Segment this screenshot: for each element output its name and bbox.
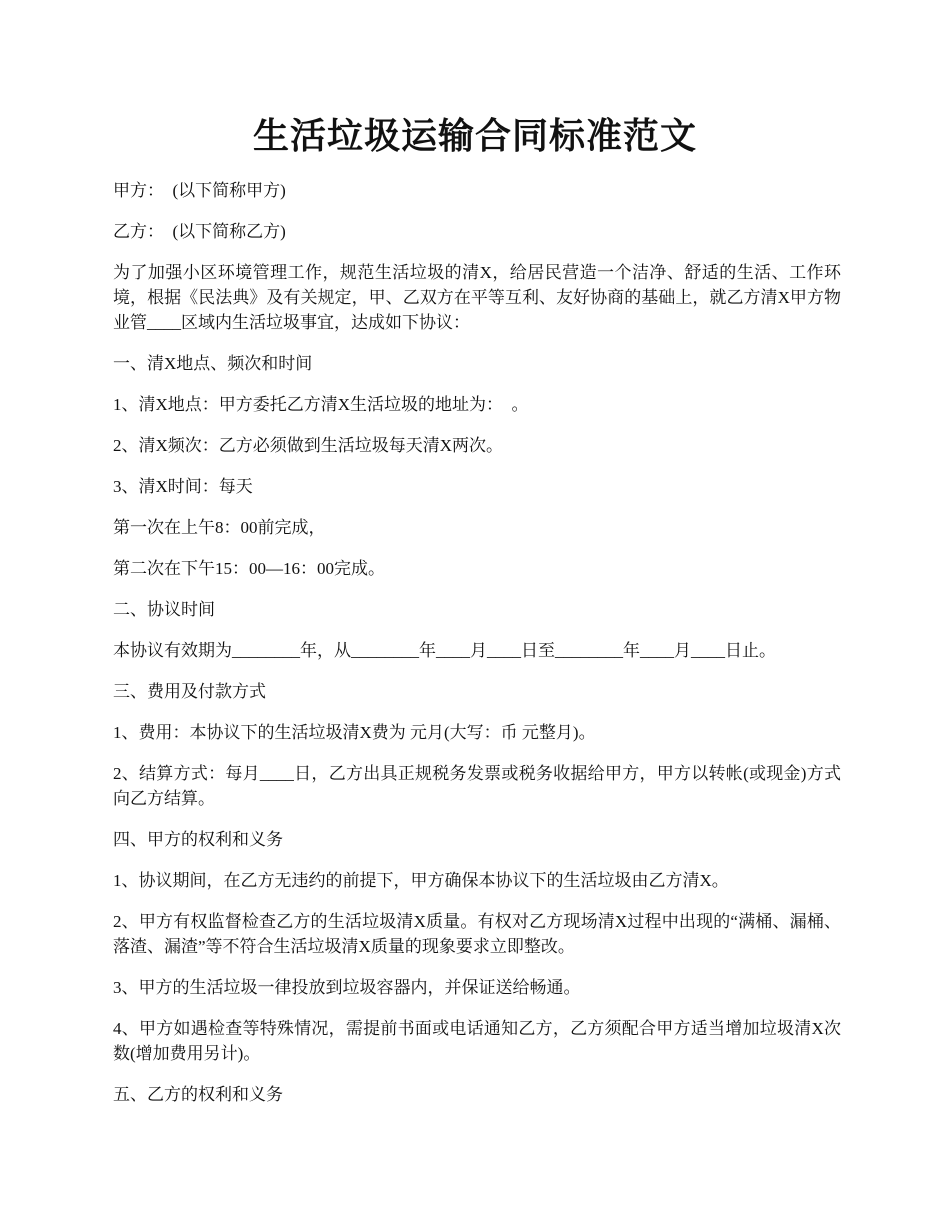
party-a-line: 甲方： (以下简称甲方) <box>113 181 286 200</box>
clause-location: 1、清X地点：甲方委托乙方清X生活垃圾的地址为： 。 <box>113 395 529 414</box>
clause-time: 3、清X时间：每天 <box>113 477 253 496</box>
clause-validity-period: 本协议有效期为________年，从________年____月____日至________年____月____日止。 <box>113 641 776 660</box>
clause-first-time: 第一次在上午8：00前完成， <box>113 518 326 537</box>
section-heading-1: 一、清X地点、频次和时间 <box>113 354 313 373</box>
section-heading-4: 四、甲方的权利和义务 <box>113 830 283 849</box>
document-body <box>113 178 841 1123</box>
section-heading-2: 二、协议时间 <box>113 600 215 619</box>
clause-second-time: 第二次在下午15：00—16：00完成。 <box>113 559 385 578</box>
party-a-clause-2: 2、甲方有权监督检查乙方的生活垃圾清X质量。有权对乙方现场清X过程中出现的“满桶、漏桶、落渣、漏渣”等不符合生活垃圾清X质量的现象要求立即整改。 <box>113 912 841 956</box>
clause-frequency: 2、清X频次：乙方必须做到生活垃圾每天清X两次。 <box>113 436 504 455</box>
section-heading-5: 五、乙方的权利和义务 <box>113 1085 283 1104</box>
document-title: 生活垃圾运输合同标准范文 <box>252 115 697 157</box>
section-heading-3: 三、费用及付款方式 <box>113 682 266 701</box>
party-a-clause-4: 4、甲方如遇检查等特殊情况，需提前书面或电话通知乙方，乙方须配合甲方适当增加垃圾清X次数(增加费用另计)。 <box>113 1019 841 1063</box>
clause-settlement: 2、结算方式：每月____日，乙方出具正规税务发票或税务收据给甲方，甲方以转帐(或现金)方式向乙方结算。 <box>113 764 841 808</box>
clause-fee: 1、费用：本协议下的生活垃圾清X费为 元月(大写：币 元整月)。 <box>113 723 596 742</box>
party-b-line: 乙方： (以下简称乙方) <box>113 222 286 241</box>
preamble-paragraph: 为了加强小区环境管理工作，规范生活垃圾的清X，给居民营造一个洁净、舒适的生活、工作环境，根据《民法典》及有关规定，甲、乙双方在平等互利、友好协商的基础上，就乙方清X甲方物业管____区域内生活垃圾事宜，达成如下协议： <box>113 263 841 332</box>
party-a-clause-1: 1、协议期间，在乙方无违约的前提下，甲方确保本协议下的生活垃圾由乙方清X。 <box>113 871 729 890</box>
party-a-clause-3: 3、甲方的生活垃圾一律投放到垃圾容器内，并保证送给畅通。 <box>113 978 581 997</box>
